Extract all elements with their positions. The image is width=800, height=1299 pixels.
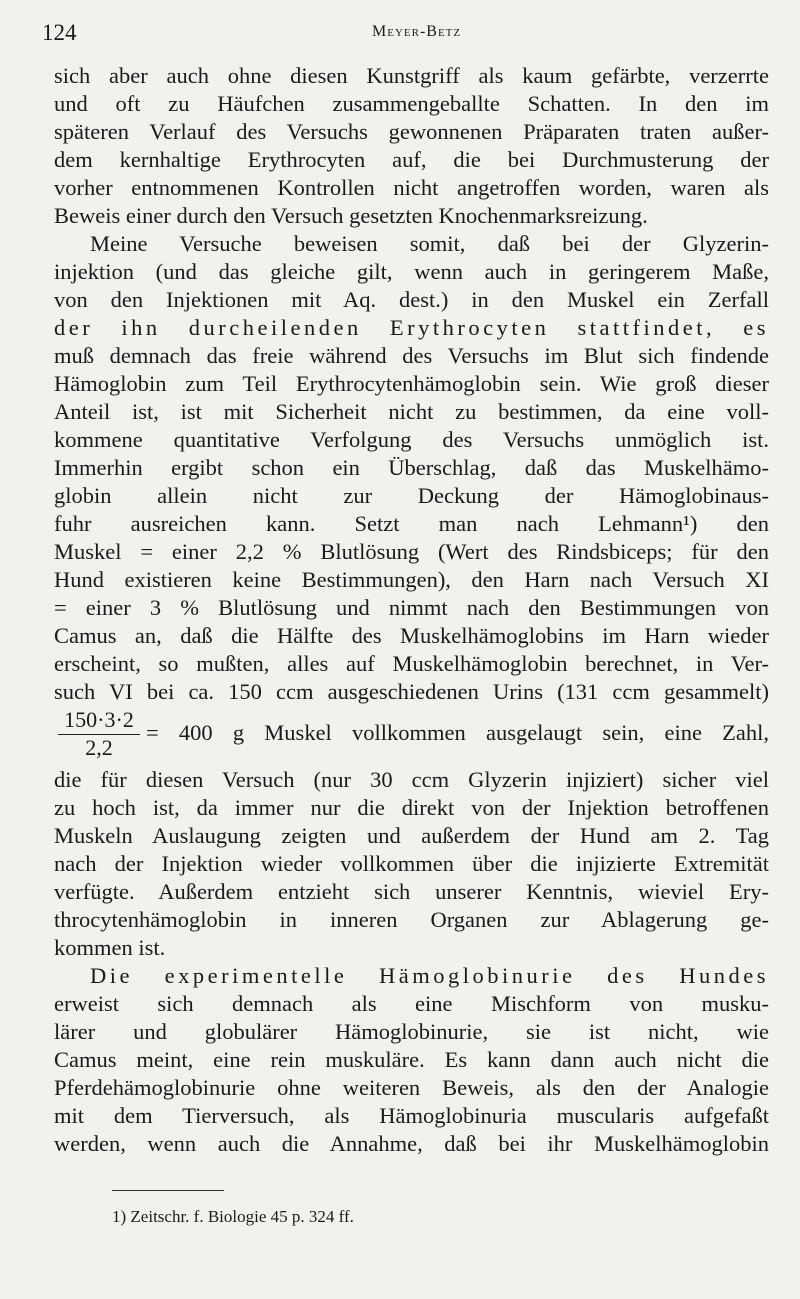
text-line: = einer 3 % Blutlösung und nimmt nach den Bestimmungen von [54,595,769,620]
fraction [54,706,144,761]
text-line: verfügte. Außerdem entzieht sich unserer Kenntnis, wieviel Ery- [54,879,769,904]
text-line: Hämoglobin zum Teil Erythrocytenhämoglobin sein. Wie groß dieser [54,371,769,396]
text-line: Pferdehämoglobinurie ohne weiteren Beweis, als den der Analogie [54,1075,769,1100]
page-number: 124 [42,20,77,45]
text-line: Anteil ist, ist mit Sicherheit nicht zu bestimmen, da eine voll- [54,399,769,424]
text-line: dem kernhaltige Erythrocyten auf, die bei Durchmusterung der [54,147,769,172]
text-line: Muskel = einer 2,2 % Blutlösung (Wert des Rindsbiceps; für den [54,539,769,564]
fraction-denominator: 2,2 [85,735,113,760]
text-line: von den Injektionen mit Aq. dest.) in den Muskel ein Zerfall [54,287,769,312]
page-header [42,20,760,50]
fraction-numerator: 150·3·2 [64,707,134,732]
text-line: erweist sich demnach als eine Mischform von musku- [54,991,769,1016]
footnote-rule [112,1190,224,1191]
formula-line [54,706,769,766]
text-line: kommene quantitative Verfolgung des Versuchs unmöglich ist. [54,427,769,452]
text-line: injektion (und das gleiche gilt, wenn auch in geringerem Maße, [54,259,769,284]
text-line: Camus an, daß die Hälfte des Muskelhämoglobins im Harn wieder [54,623,769,648]
text-line: die für diesen Versuch (nur 30 ccm Glyzerin injiziert) sicher viel [54,767,769,792]
text-line: Camus meint, eine rein muskuläre. Es kann dann auch nicht die [54,1047,769,1072]
text-line: vorher entnommenen Kontrollen nicht angetroffen worden, waren als [54,175,769,200]
text-line: nach der Injektion wieder vollkommen über die injizierte Extremität [54,851,769,876]
text-line: globin allein nicht zur Deckung der Hämoglobinaus- [54,483,769,508]
text-line: mit dem Tierversuch, als Hämoglobinuria muscularis aufgefaßt [54,1103,769,1128]
text-line: throcytenhämoglobin in inneren Organen zur Ablagerung ge- [54,907,769,932]
text-line: Die experimentelle Hämoglobinurie des Hundes [90,963,769,988]
text-line: lärer und globulärer Hämoglobinurie, sie ist nicht, wie [54,1019,769,1044]
running-head: Meyer-Betz [372,23,462,40]
text-line: werden, wenn auch die Annahme, daß bei ihr Muskelhämoglobin [54,1131,769,1156]
text-line: Beweis einer durch den Versuch gesetzten Knochenmarksreizung. [54,203,648,228]
footnote: 1) Zeitschr. f. Biologie 45 p. 324 ff. [112,1207,354,1226]
text-line: such VI bei ca. 150 ccm ausgeschiedenen Urins (131 ccm gesammelt) [54,679,769,704]
text-line: und oft zu Häufchen zusammengeballte Schatten. In den im [54,91,769,116]
text-line: Meine Versuche beweisen somit, daß bei der Glyzerin- [90,231,769,256]
text-line: Muskeln Auslaugung zeigten und außerdem der Hund am 2. Tag [54,823,769,848]
text-line: der ihn durcheilenden Erythrocyten stattfindet, es [54,315,769,340]
text-line: sich aber auch ohne diesen Kunstgriff als kaum gefärbte, verzerrte [54,63,769,88]
formula-text: = 400 g Muskel vollkommen ausgelaugt sein, eine Zahl, [146,720,769,745]
text-line: zu hoch ist, da immer nur die direkt von der Injektion betroffenen [54,795,769,820]
text-line: fuhr ausreichen kann. Setzt man nach Lehmann¹) den [54,511,769,536]
text-line: Hund existieren keine Bestimmungen), den Harn nach Versuch XI [54,567,769,592]
body-text [54,62,769,1158]
text-line: späteren Verlauf des Versuchs gewonnenen Präparaten traten außer- [54,119,769,144]
text-line: muß demnach das freie während des Versuchs im Blut sich findende [54,343,769,368]
text-line: kommen ist. [54,935,166,960]
text-line: erscheint, so mußten, alles auf Muskelhämoglobin berechnet, in Ver- [54,651,769,676]
text-line: Immerhin ergibt schon ein Überschlag, daß das Muskelhämo- [54,455,769,480]
